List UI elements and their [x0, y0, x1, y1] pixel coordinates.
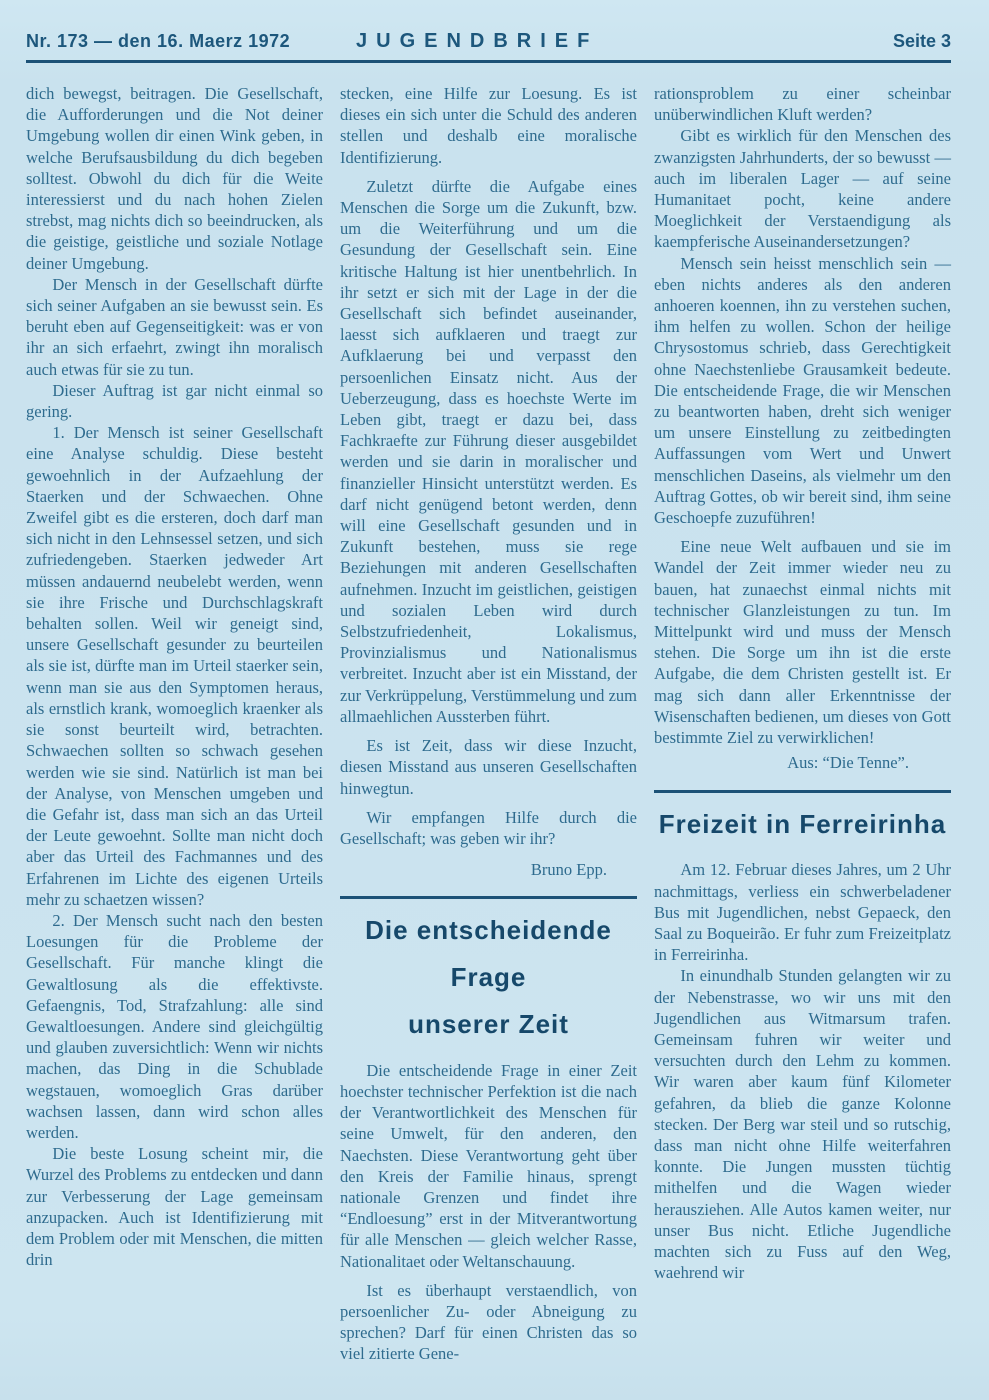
paragraph: Zuletzt dürfte die Aufgabe eines Menschen die Sorge um die Zukunft, bzw. um die Weiterführung und um die Gesundung der Gesellschaft sein. Eine kritische Haltung ist hier unentbehrlich. In ihr setzt er sich mit der Lage in der die Gesellschaft sich befindet auseinander, laesst sich aufklaeren und traegt zur Aufklaerung bei und verpasst den persoenlichen Einsatz nicht. Aus der Ueberzeugung, dass es hoechste Werte im Leben gibt, traegt er dazu bei, dass Fachkraefte zur Führung dieser ausgebildet werden und sie darin in moralischer und finanzieller Hinsicht unterstützt werden. Es darf nicht genügend betont werden, denn will eine Gesellschaft gesunden und in Zukunft bestehen, muss sie rege Beziehungen mit anderen Gesellschaften aufnehmen. Inzucht im geistlichen, geistigen und sozialen Leben wird durch Selbstzufriedenheit, Lokalismus, Provinzialismus und Nationalismus verbreitet. Inzucht aber ist ein Misstand, der zur Verkrüppelung, Verstümmelung und zum allmaehlichen Aussterben führt.: [340, 176, 637, 726]
section-divider: [654, 790, 951, 793]
paragraph: 1. Der Mensch ist seiner Gesellschaft eine Analyse schuldig. Diese besteht gewoehnlich in der Aufzaehlung der Staerken und der Schwaechen. Ohne Zweifel gibt es die ersteren, doch darf man sich nicht in den Lehnsessel setzen, und sich zufriedengeben. Staerken jedweder Art müssen andauernd neubelebt werden, wenn sie ihre Frische und Durchschlagskraft behalten sollen. Weil wir geneigt sind, unsere Gesellschaft gesunder zu beurteilen als sie ist, dürfte man im Urteil staerker sein, wenn man sie aus den Symptomen heraus, als ernstlich krank, womoeglich kraenker als sie sonst beurteilt wird, betrachten. Schwaechen sollten so schwach gesehen werden wie sie sind. Natürlich ist man bei der Analyse, von Menschen umgeben und die Gefahr ist, dass man sich an das Urteil der Leute gewoehnt. Sollte man nicht doch aber das Urteil des Fachmannes und des Erfahrenen im Lichte des eigenen Urteils mehr zu schaetzen wissen?: [26, 423, 323, 909]
column-3: [654, 83, 951, 1365]
paragraph: stecken, eine Hilfe zur Loesung. Es ist dieses ein sich unter die Schuld des anderen stellen und deshalb eine moralische Identifizierung.: [340, 84, 637, 167]
paragraph: Dieser Auftrag ist gar nicht einmal so gering.: [26, 380, 323, 422]
source-attribution: Aus: “Die Tenne”.: [787, 753, 909, 773]
article-title-freizeit-ferreirinha: Freizeit in Ferreirinha: [658, 808, 947, 839]
paragraph: Gibt es wirklich für den Menschen des zwanzigsten Jahrhunderts, der so bewusst — auch im liberalen Lager — auf seine Humanitaet pocht, keine andere Moeglichkeit der Verstaendigung als kaempferische Auseinandersetzungen?: [654, 126, 951, 252]
paragraph: Am 12. Februar dieses Jahres, um 2 Uhr nachmittags, verliess ein schwerbeladener Bus mit Jugendlichen, nebst Gepaeck, den Saal zu Boqueirão. Er fuhr zum Freizeitplatz in Ferreirinha.: [654, 860, 951, 965]
paragraph: Wir empfangen Hilfe durch die Gesellschaft; was geben wir ihr?: [340, 807, 637, 848]
section-divider: [340, 896, 637, 899]
paragraph: In einundhalb Stunden gelangten wir zu der Nebenstrasse, wo wir uns mit den Jugendlichen aus Witmarsum trafen. Gemeinsam fuhren wir weiter und versuchten durch den Lehm zu kommen. Wir waren aber kaum fünf Kilometer gefahren, da blieb die ganze Kolonne stecken. Der Berg war steil und so rutschig, dass man nicht ohne Hilfe weiterfahren konnte. Die Jungen mussten tüchtig mithelfen und die Wagen wieder herausziehen. Alle Autos kamen weiter, nur unser Bus nicht. Etliche Jugendliche machten sich zu Fuss auf den Weg, waehrend wir: [654, 966, 951, 1283]
column-2: [340, 83, 637, 1365]
page-number: Seite 3: [892, 31, 951, 51]
paragraph: rationsproblem zu einer scheinbar unüberwindlichen Kluft werden?: [654, 84, 951, 125]
three-column-body: [26, 63, 951, 1365]
author-signature: Bruno Epp.: [530, 860, 607, 880]
masthead-title: JUGENDBRIEF: [356, 30, 599, 52]
paragraph: Mensch sein heisst menschlich sein — eben nichts anderes als den anderen anhoeren koennen, ihn zu verstehen suchen, ihm helfen zu wollen. Schon der heilige Chrysostomus schrieb, dass Gerechtigkeit ohne Naechstenliebe Grausamkeit bedeute. Die entscheidende Frage, die wir Menschen zu beantworten haben, dreht sich weniger um unsere Einstellung zu zeitbedingten Auffassungen vom Wert und Unwert menschlichen Daseins, als vielmehr um den Auftrag Gottes, ob wir bereit sind, ihm seine Geschoepfe zuzuführen!: [654, 253, 951, 528]
paragraph: Ist es überhaupt verstaendlich, von persoenlicher Zu- oder Abneigung zu sprechen? Darf für einen Christen das so viel zitierte Gene-: [340, 1280, 637, 1364]
article-title-entscheidende-frage: [340, 907, 637, 1047]
article-title-line1: Die entscheidende Frage: [365, 915, 612, 993]
page-header: [26, 30, 951, 63]
paragraph: Eine neue Welt aufbauen und sie im Wandel der Zeit immer wieder neu zu bauen, hat zunaechst einmal nichts mit technischer Glanzleistungen zu tun. Im Mittelpunkt wird und muss der Mensch stehen. Die Sorge um ihn ist die erste Aufgabe, die dem Christen gestellt ist. Er mag sich dann aller Erkenntnisse der Wisenschaften bedienen, um dieses von Gott bestimmte Ziel zu verwirklichen!: [654, 537, 951, 748]
issue-date: Nr. 173 — den 16. Maerz 1972: [26, 31, 291, 51]
article-title-line2: unserer Zeit: [408, 1008, 569, 1039]
column-1: [26, 83, 323, 1365]
paragraph: Der Mensch in der Gesellschaft dürfte sich seiner Aufgaben an sie bewusst sein. Es beruht eben auf Gegenseitigkeit: was er von ihr an sich erfaehrt, zwingt ihn moralisch auch etwas für sie zu tun.: [26, 274, 323, 379]
paragraph: Es ist Zeit, dass wir diese Inzucht, diesen Misstand aus unseren Gesellschaften hinwegtun.: [340, 736, 637, 798]
paragraph: 2. Der Mensch sucht nach den besten Loesungen für die Probleme der Gesellschaft. Für manche klingt die Gewaltlosung als die effektivste. Gefaengnis, Tod, Strafzahlung: alle sind Gewaltloesungen. Andere sind gleichgültig und glauben zuversichtlich: Wenn wir nichts machen, das Ding in die Schublade wegstauen, womoeglich Gras darüber wachsen lassen, dann wird schon alles werden.: [26, 910, 323, 1142]
paragraph: dich bewegst, beitragen. Die Gesellschaft, die Aufforderungen und die Not deiner Umgebung wollen dir einen Wink geben, in welche Berufsausbildung du dich begeben solltest. Obwohl du dich für die Weite interessierst und du nach hohen Zielen strebst, mag nichts dich so beeindrucken, als die geistige, geistliche und soziale Notlage deiner Umgebung.: [26, 84, 323, 273]
paragraph: Die beste Losung scheint mir, die Wurzel des Problems zu entdecken und dann zur Verbesserung der Lage gemeinsam anzupacken. Auch ist Identifizierung mit dem Problem oder mit Menschen, die mitten drin: [26, 1144, 323, 1270]
paragraph: Die entscheidende Frage in einer Zeit hoechster technischer Perfektion ist die nach der Verantwortlichkeit des Menschen für seine Umwelt, für den anderen, den Naechsten. Diese Verantwortung geht über den Kreis der Familie hinaus, sprengt nationale Grenzen und findet ihre “Endloesung” erst in der Mitverantwortung für alle Menschen — gleich welcher Rasse, Nationalitaet oder Weltanschauung.: [340, 1060, 637, 1271]
